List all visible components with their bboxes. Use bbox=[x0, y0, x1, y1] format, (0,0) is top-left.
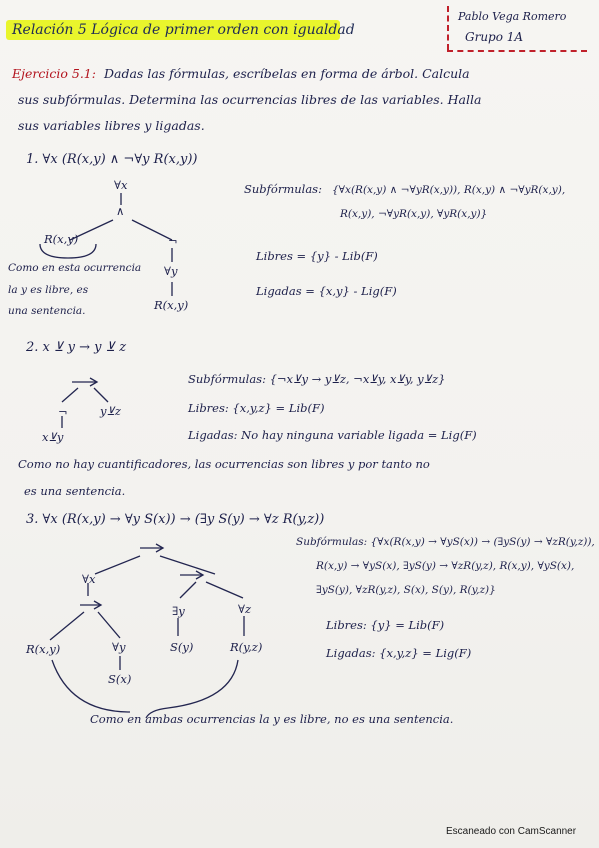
group-label: Grupo 1A bbox=[465, 30, 524, 44]
p3-note: Como en ambas ocurrencias la y es libre, no es una sentencia. bbox=[90, 712, 454, 726]
p3-sub-line-2: R(x,y) → ∀yS(x), ∃yS(y) → ∀zR(y,z), R(x,y), ∀yS(x), bbox=[316, 560, 575, 572]
tree2-right: y⊻z bbox=[100, 404, 121, 418]
tree1-root: ∀x bbox=[114, 178, 128, 192]
p3-ligadas: Ligadas: {x,y,z} = Lig(F) bbox=[326, 646, 472, 660]
exercise-line-2: sus subfórmulas. Determina las ocurrencias libres de las variables. Halla bbox=[18, 92, 482, 107]
formula-2: 2. x ⊻ y → y ⊻ z bbox=[26, 340, 127, 355]
p2-ligadas: Ligadas: No hay ninguna variable ligada = Lig(F) bbox=[188, 428, 477, 442]
tree3-sx: S(x) bbox=[108, 672, 132, 686]
tree1-forall-y: ∀y bbox=[164, 264, 178, 278]
tree1-and: ∧ bbox=[116, 204, 125, 218]
tree1-neg: ¬ bbox=[168, 234, 178, 248]
p2-note-2: es una sentencia. bbox=[24, 484, 126, 498]
p1-libres: Libres = {y} - Lib(F) bbox=[256, 249, 378, 263]
formula-3: 3. ∀x (R(x,y) → ∀y S(x)) → (∃y S(y) → ∀z R(y,z)) bbox=[26, 512, 325, 527]
p3-libres: Libres: {y} = Lib(F) bbox=[326, 618, 445, 632]
p1-sub-line-1 bbox=[244, 182, 322, 196]
tree2-left: x⊻y bbox=[42, 430, 64, 444]
tree3-forall-x: ∀x bbox=[82, 572, 96, 586]
tree3-rxy: R(x,y) bbox=[26, 642, 61, 656]
p2-sub: Subfórmulas: {¬x⊻y → y⊻z, ¬x⊻y, x⊻y, y⊻z} bbox=[188, 372, 446, 386]
author-name: Pablo Vega Romero bbox=[458, 10, 567, 23]
tree3-forall-z: ∀z bbox=[238, 602, 251, 616]
tree3-forall-y: ∀y bbox=[112, 640, 126, 654]
p3-sub-line-3: ∃yS(y), ∀zR(y,z), S(x), S(y), R(y,z)} bbox=[316, 584, 496, 596]
p2-libres: Libres: {x,y,z} = Lib(F) bbox=[188, 401, 325, 415]
tree1-rxy-left: R(x,y) bbox=[44, 232, 79, 246]
p1-ligadas: Ligadas = {x,y} - Lig(F) bbox=[256, 284, 397, 298]
camscanner-watermark: Escaneado con CamScanner bbox=[446, 826, 577, 837]
p1-note-1: Como en esta ocurrencia bbox=[8, 262, 142, 274]
formula-1: 1. ∀x (R(x,y) ∧ ¬∀y R(x,y)) bbox=[26, 152, 198, 167]
tree3-sy: S(y) bbox=[170, 640, 194, 654]
page-title: Relación 5 Lógica de primer orden con igualdad bbox=[12, 22, 355, 38]
tree3-ryz: R(y,z) bbox=[230, 640, 263, 654]
tree3-exists-y: ∃y bbox=[172, 604, 185, 618]
exercise-line-3: sus variables libres y ligadas. bbox=[18, 118, 205, 133]
p1-note-2: la y es libre, es bbox=[8, 284, 89, 296]
p1-sub-line-2: R(x,y), ¬∀yR(x,y), ∀yR(x,y)} bbox=[340, 208, 488, 220]
tree2-neg: ¬ bbox=[58, 405, 68, 419]
p1-note-3: una sentencia. bbox=[8, 305, 86, 317]
exercise-label: Ejercicio 5.1: bbox=[12, 66, 96, 81]
p1-sub-label: Subfórmulas: bbox=[244, 182, 322, 196]
p2-note-1: Como no hay cuantificadores, las ocurrencias son libres y por tanto no bbox=[18, 457, 430, 471]
exercise-line-1: Dadas las fórmulas, escríbelas en forma de árbol. Calcula bbox=[104, 66, 470, 81]
p1-sub-line-1-text: {∀x(R(x,y) ∧ ¬∀yR(x,y)), R(x,y) ∧ ¬∀yR(x,y), bbox=[332, 184, 566, 196]
p3-sub-line-1: Subfórmulas: {∀x(R(x,y) → ∀yS(x)) → (∃yS(y) → ∀zR(y,z)), bbox=[296, 536, 595, 548]
tree1-leaf: R(x,y) bbox=[154, 298, 189, 312]
